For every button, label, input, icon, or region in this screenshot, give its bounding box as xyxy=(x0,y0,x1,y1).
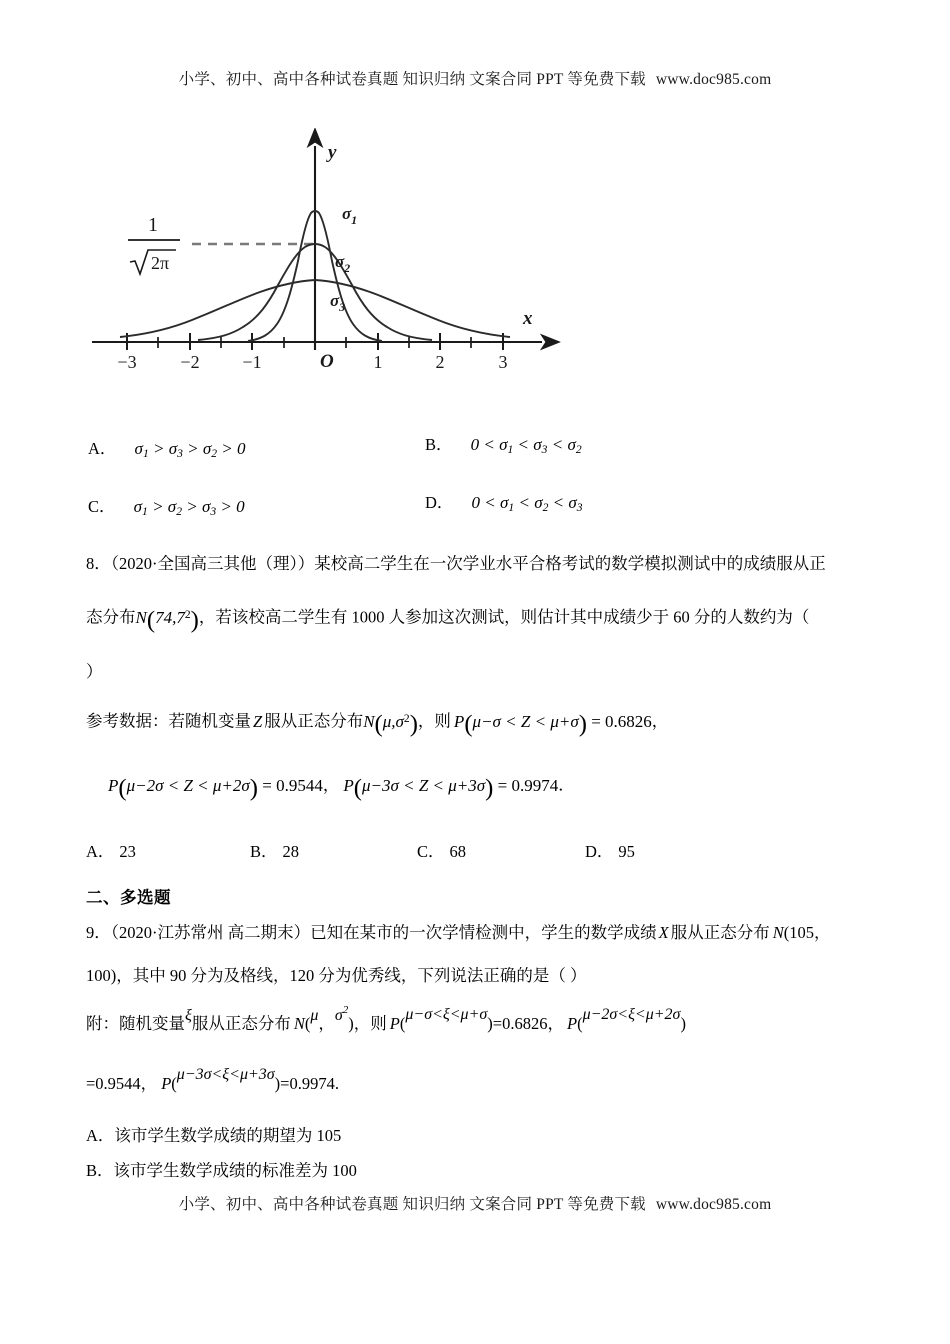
q8-line-2 xyxy=(86,608,809,633)
q9-attach-mu: μ xyxy=(310,1007,319,1024)
q9-attachment-line: 附：随机变量ξ服从正态分布 N(μ，$\sigma^2$)，则 P(μ−σ<ξ<μ+σ)=0.6826， P(μ−2σ<ξ<μ+2σ) xyxy=(86,1004,686,1033)
q9-variable-X: X xyxy=(658,923,669,942)
q7-option-a-expr: $\sigma_1 > \sigma_3 > \sigma_2 > 0$ xyxy=(134,439,246,461)
q9-line-4-value-1: =0.9544， xyxy=(86,1074,158,1093)
running-head-url: www.doc985.com xyxy=(655,71,772,88)
q9-source: （2020·江苏常州 高二期末） xyxy=(110,923,311,942)
svg-text:1: 1 xyxy=(148,214,158,236)
q8-ref-p3-value: = 0.9974 xyxy=(493,775,559,795)
q8-ref-var: Z xyxy=(253,711,263,731)
q8-reference-data-line xyxy=(86,712,668,737)
q7-option-b-letter: B． xyxy=(425,435,453,454)
curve-label-sigma-2: $\sigma_2$ xyxy=(335,252,351,275)
q8-ref-dist-sup: 2 xyxy=(403,711,410,725)
running-foot-url: www.doc985.com xyxy=(655,1196,772,1213)
running-foot xyxy=(0,1192,950,1214)
peak-value-annotation xyxy=(128,214,180,274)
q7-option-d-expr: $0 < \sigma_1 < \sigma_2 < \sigma_3$ xyxy=(471,493,583,515)
q8-option-a-letter: A． xyxy=(86,842,115,861)
q9-option-b[interactable] xyxy=(86,1163,357,1180)
q9-attach-p1-inner: μ−σ<ξ<μ+σ xyxy=(405,1006,488,1023)
q8-option-a[interactable] xyxy=(86,844,136,861)
q9-option-a-text: 该市学生数学成绩的期望为 105 xyxy=(114,1126,342,1145)
q8-ref-p3-inner: μ−3σ < Z < μ+3σ xyxy=(361,775,486,795)
q8-ref-p1-inner: μ−σ < Z < μ+σ xyxy=(472,711,579,731)
q7-option-a-letter: A． xyxy=(88,439,117,458)
q8-option-c-letter: C． xyxy=(417,842,445,861)
q8-ref-prob-1: P(μ−σ < Z < μ+σ) = 0.6826 xyxy=(453,710,652,737)
q8-ref-prob-3: P(μ−3σ < Z < μ+3σ) = 0.9974 xyxy=(343,774,559,801)
q7-option-d-letter: D． xyxy=(425,493,454,512)
q8-line-3 xyxy=(86,664,103,681)
q8-ref-p2-fn: P xyxy=(108,775,119,795)
q9-attach-sigma: σ xyxy=(334,1007,343,1024)
x-tick-labels xyxy=(117,352,507,372)
q8-reference-data-line-2 xyxy=(108,776,575,801)
svg-text:−3: −3 xyxy=(117,352,137,372)
q8-distribution-expr: N(74,7$^2$) xyxy=(135,606,199,633)
running-foot-text: 小学、初中、高中各种试卷真题 知识归纳 文案合同 PPT 等免费下载 xyxy=(178,1196,646,1213)
curve-label-sigma-1: $\sigma_1$ xyxy=(342,204,358,227)
q9-line-4-p3-fn: P xyxy=(161,1074,172,1093)
q8-line-3-text: ） xyxy=(86,662,103,681)
section-2-heading: 二、多选题 xyxy=(86,888,171,907)
q8-ref-dist-N: N xyxy=(363,711,375,731)
q8-option-b[interactable] xyxy=(250,844,299,861)
q9-line-1-tail: 服从正态分布 xyxy=(670,923,770,942)
svg-text:3: 3 xyxy=(498,352,508,372)
q9-option-b-letter: B． xyxy=(86,1161,114,1180)
q7-option-d[interactable] xyxy=(425,494,583,514)
q7-option-c-letter: C． xyxy=(88,497,116,516)
svg-text:1: 1 xyxy=(373,352,383,372)
q9-option-a-letter: A． xyxy=(86,1126,115,1145)
q9-line-1 xyxy=(86,925,830,942)
q8-ref-p2-value: = 0.9544 xyxy=(258,775,323,795)
q7-option-b-expr: $0 < \sigma_1 < \sigma_3 < \sigma_2$ xyxy=(470,435,582,457)
q8-ref-p1-value: = 0.6826 xyxy=(586,711,652,731)
q8-ref-p1-fn: P xyxy=(453,711,465,731)
q9-attach-comma: ， xyxy=(318,1014,335,1033)
q9-dist-open: (105， xyxy=(783,923,831,942)
q8-option-c[interactable] xyxy=(417,844,466,861)
q9-attach-then: ，则 xyxy=(353,1014,387,1033)
svg-text:2: 2 xyxy=(435,352,445,372)
q9-option-a[interactable] xyxy=(86,1128,341,1145)
q9-line-2 xyxy=(86,968,587,985)
q8-dist-N: N xyxy=(135,607,147,627)
q9-attach-label: 附：随机变量 xyxy=(86,1014,185,1033)
svg-text:−1: −1 xyxy=(242,352,262,372)
q8-dist-sup: 2 xyxy=(184,607,191,621)
q9-line-4-p3-inner: μ−3σ<ξ<μ+3σ xyxy=(176,1066,275,1083)
q9-number: 9． xyxy=(86,923,111,942)
q8-dist-params: 74,7 xyxy=(155,607,185,627)
origin-label: O xyxy=(320,351,334,372)
running-head-text: 小学、初中、高中各种试卷真题 知识归纳 文案合同 PPT 等免费下载 xyxy=(178,71,646,88)
q8-option-b-value: 28 xyxy=(282,842,300,861)
q8-line-2-prefix: 态分布 xyxy=(86,607,136,627)
q8-ref-prob-2: P(μ−2σ < Z < μ+2σ) = 0.9544 xyxy=(108,774,323,801)
q9-attach-var-xi: ξ xyxy=(185,1007,192,1024)
svg-text:2π: 2π xyxy=(150,253,170,273)
q9-line-4-value-3: =0.9974. xyxy=(280,1074,339,1093)
q8-option-b-letter: B． xyxy=(250,842,278,861)
running-head xyxy=(0,67,950,89)
q9-attach-N: N xyxy=(293,1014,305,1033)
q8-option-a-value: 23 xyxy=(119,842,136,861)
q8-option-c-value: 68 xyxy=(449,842,467,861)
q8-source: （2020·全国高三其他（理）） xyxy=(110,554,315,573)
q9-attachment-line-2: =0.9544， P(μ−3σ<ξ<μ+3σ)=0.9974. xyxy=(86,1066,339,1093)
q8-ref-mid: 服从正态分布 xyxy=(264,711,364,731)
q8-ref-comma: ， xyxy=(651,711,669,731)
q8-line-2-suffix: ，若该校高二学生有 1000 人参加这次测试，则估计其中成绩少于 60 分的人数约为（ xyxy=(198,607,810,627)
y-axis-label: y xyxy=(328,142,337,163)
q9-attach-sigma-sup: 2 xyxy=(342,1004,349,1016)
q7-option-c-expr: $\sigma_1 > \sigma_2 > \sigma_3 > 0$ xyxy=(133,497,245,519)
q8-ref-then: ，则 xyxy=(417,711,451,731)
q8-ref-dist-expr: $N(\mu,\sigma^2)$ xyxy=(363,710,418,737)
q9-attach-p1-fn: P xyxy=(389,1014,400,1033)
q8-line-1 xyxy=(86,556,826,573)
q7-option-a[interactable] xyxy=(88,440,246,460)
q9-attach-p1-value: =0.6826， xyxy=(492,1014,564,1033)
q8-ref-period: ． xyxy=(558,775,575,795)
q8-ref-label: 参考数据：若随机变量 xyxy=(86,711,251,731)
q8-ref-p3-fn: P xyxy=(343,775,354,795)
q9-option-b-text: 该市学生数学成绩的标准差为 100 xyxy=(113,1161,357,1180)
q8-ref-dist-inner: μ,σ xyxy=(382,711,404,731)
q8-line-1-text: 某校高二学生在一次学业水平合格考试的数学模拟测试中的成绩服从正 xyxy=(314,554,826,573)
curve-label-sigma-3: $\sigma_3$ xyxy=(330,291,346,314)
normal-distribution-figure xyxy=(80,128,580,386)
q7-option-c[interactable] xyxy=(88,498,245,518)
q9-attach-p2-fn: P xyxy=(566,1014,578,1033)
q8-option-d-letter: D． xyxy=(585,842,614,861)
q9-attach-p2-inner: μ−2σ<ξ<μ+2σ xyxy=(582,1006,681,1023)
svg-text:−2: −2 xyxy=(180,352,200,372)
q7-option-b[interactable] xyxy=(425,436,582,456)
q9-attach-mid: 服从正态分布 xyxy=(191,1014,291,1033)
q8-ref-p2-inner: μ−2σ < Z < μ+2σ xyxy=(126,775,250,795)
q8-option-d[interactable] xyxy=(585,844,635,861)
x-axis-label: x xyxy=(523,308,533,329)
q8-ref-comma-2: ， xyxy=(322,775,340,795)
q9-dist-N: N xyxy=(772,923,784,942)
q9-line-2-text: 100)，其中 90 分为及格线，120 分为优秀线，下列说法正确的是（ ） xyxy=(86,966,587,985)
q8-option-d-value: 95 xyxy=(618,842,635,861)
q8-number: 8． xyxy=(86,554,111,573)
q9-line-1-text: 已知在某市的一次学情检测中，学生的数学成绩 xyxy=(310,923,657,942)
